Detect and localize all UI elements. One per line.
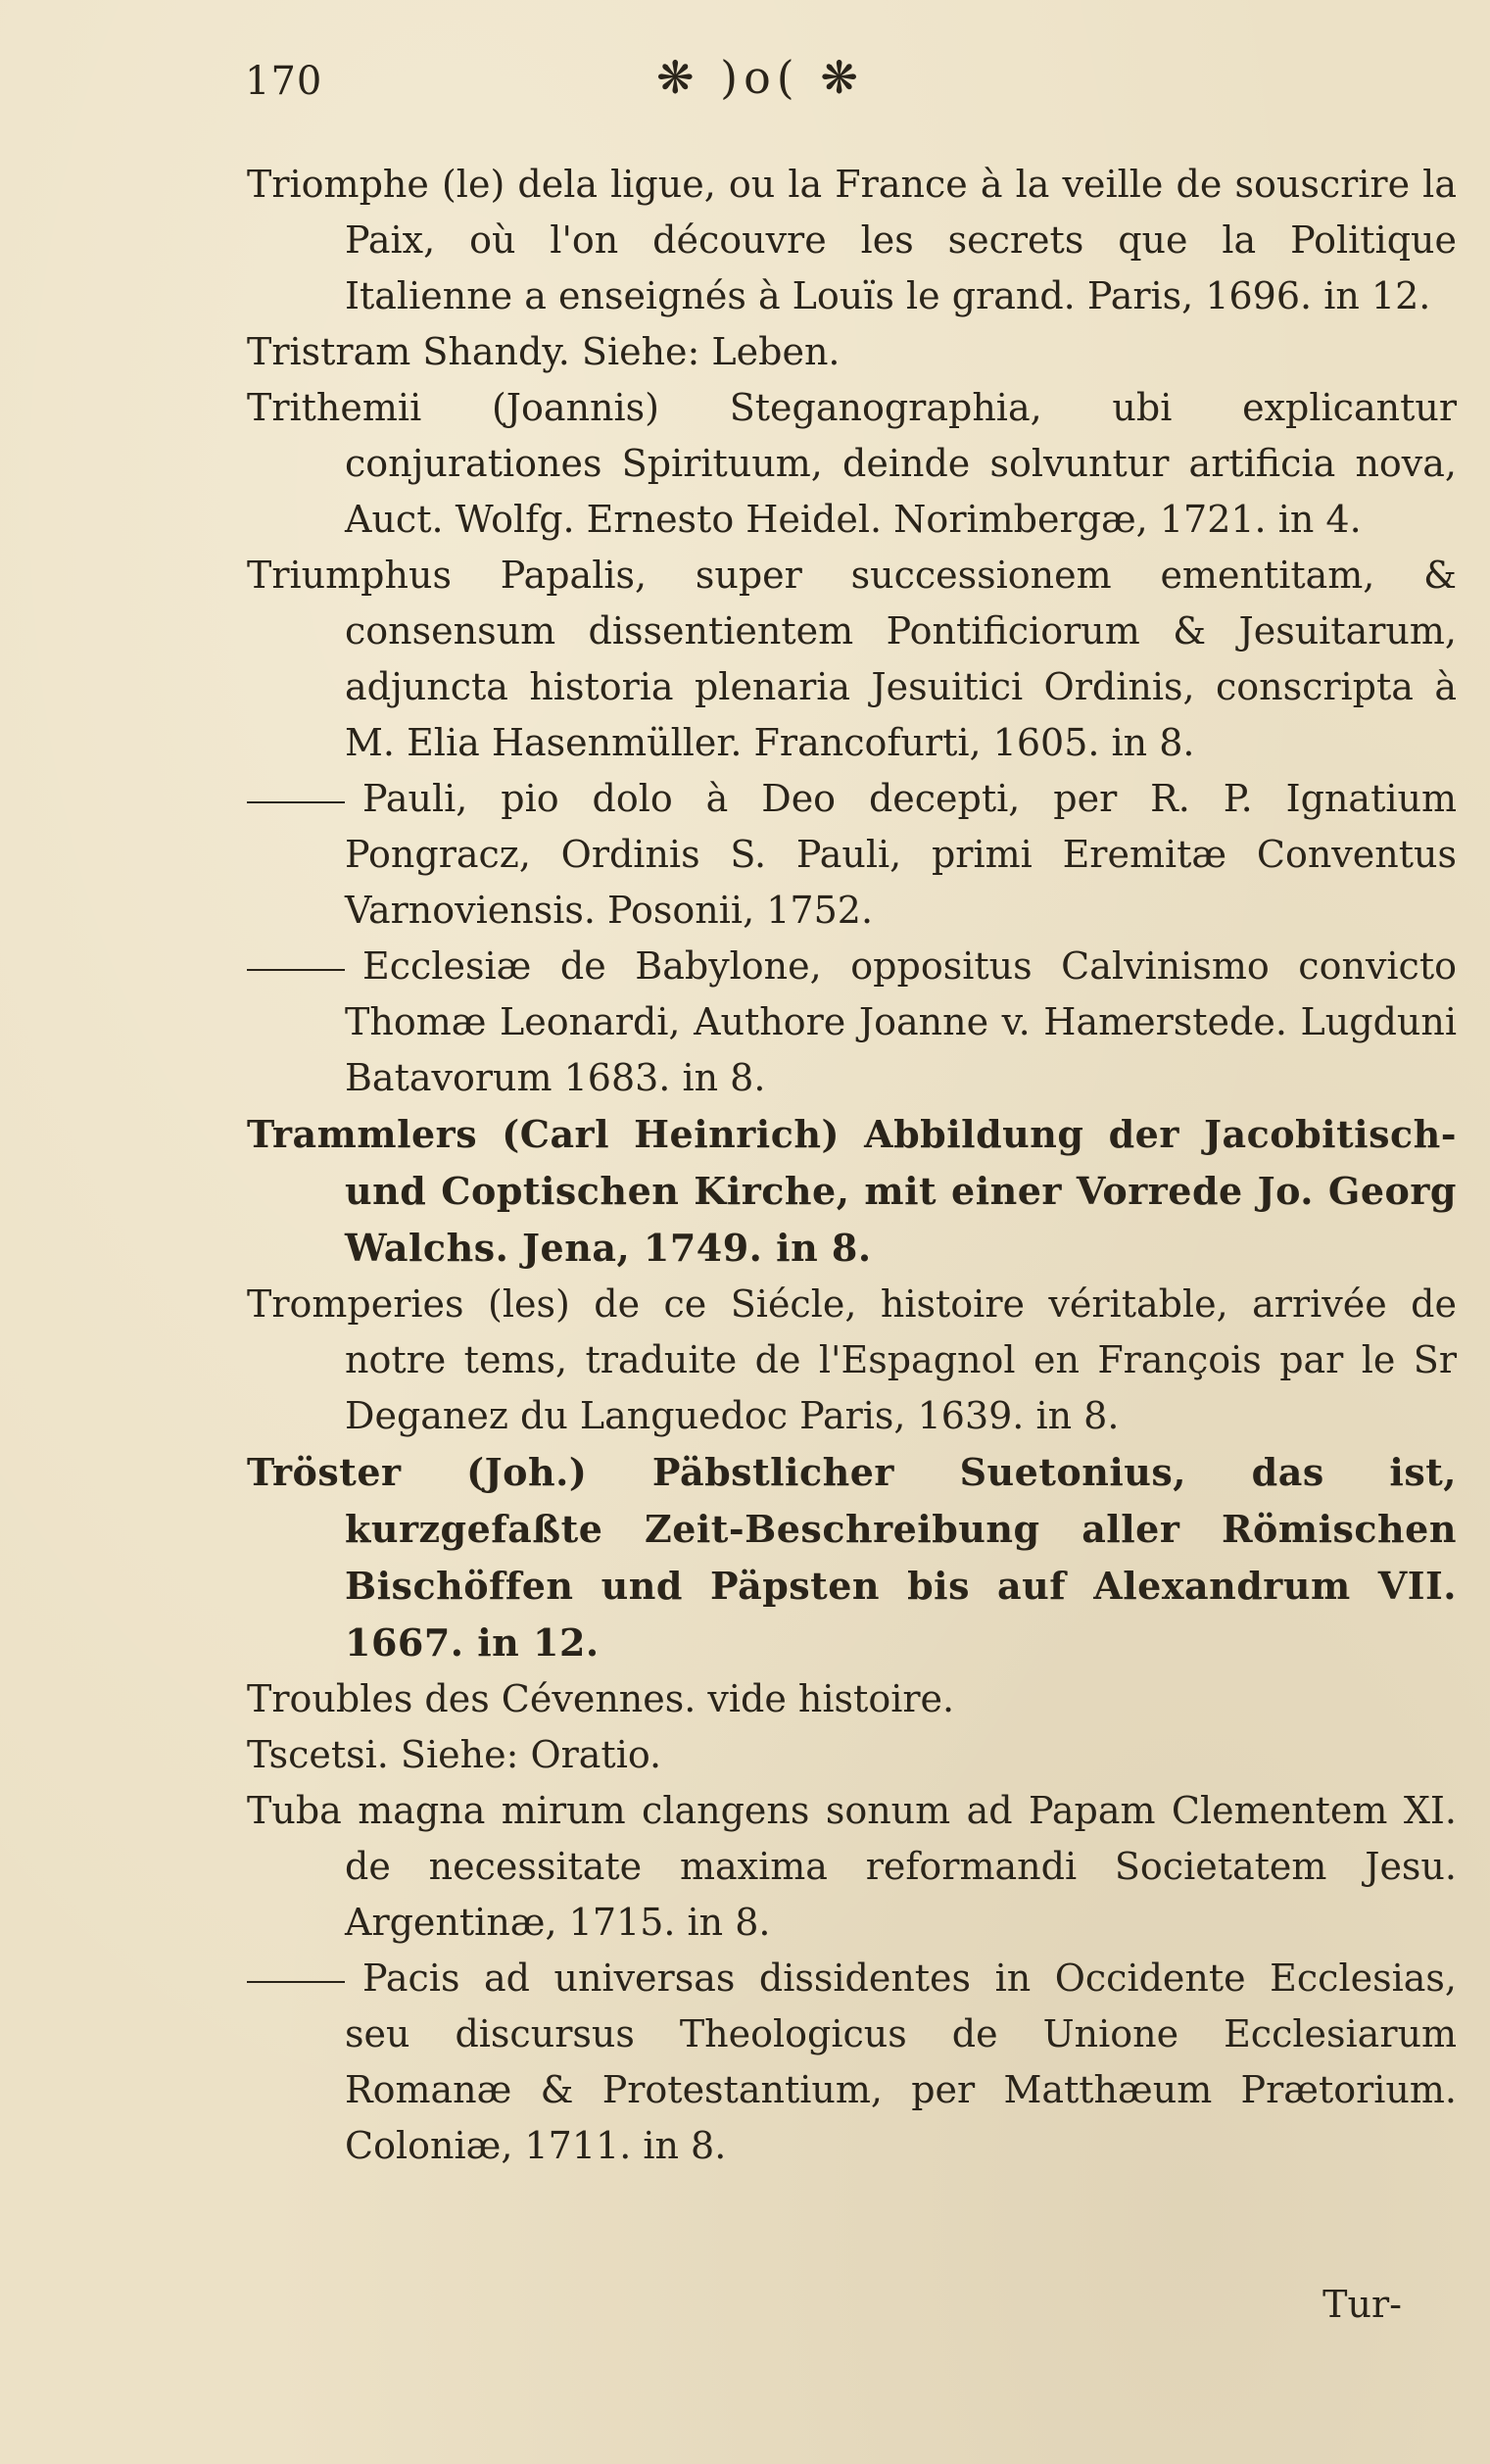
catalog-entry: [247, 324, 1457, 380]
entry-text: Pauli, pio dolo à Deo decepti, per R. P. Ignatium Pongracz, Ordinis S. Pauli, primi Eremitæ Conventus Varnoviensis. Posonii, 1752.: [345, 777, 1457, 932]
catalog-entry: [247, 1444, 1457, 1671]
entry-text: Trammlers (Carl Heinrich) Abbildung der Jacobitisch- und Coptischen Kirche, mit einer Vorrede Jo. Georg Walchs. Jena, 1749. in 8.: [247, 1112, 1457, 1270]
header-ornament: ❋ )o( ❋: [656, 51, 864, 104]
entry-text: Tromperies (les) de ce Siécle, histoire véritable, arrivée de notre tems, traduite de l'Espagnol en François par le Sr Deganez du Languedoc Paris, 1639. in 8.: [247, 1282, 1457, 1437]
catalog-entry: [247, 1783, 1457, 1951]
entry-text: Tristram Shandy. Siehe: Leben.: [247, 330, 841, 373]
catalog-subentry: [247, 939, 1457, 1106]
entry-text: Tscetsi. Siehe: Oratio.: [247, 1733, 662, 1776]
ditto-dash: [247, 969, 345, 971]
entry-text: Tuba magna mirum clangens sonum ad Papam Clementem XI. de necessitate maxima reformandi Societatem Jesu. Argentinæ, 1715. in 8.: [247, 1789, 1457, 1944]
ditto-dash: [247, 1981, 345, 1983]
ditto-dash: [247, 801, 345, 803]
entry-text: Pacis ad universas dissidentes in Occidente Ecclesias, seu discursus Theologicus de Unione Ecclesiarum Romanæ & Protestantium, per Matthæum Prætorium. Coloniæ, 1711. in 8.: [345, 1957, 1457, 2167]
catalog-entries: [247, 157, 1457, 2174]
catalog-subentry: [247, 771, 1457, 939]
catalog-entry: [247, 380, 1457, 548]
catalog-entry: [247, 1727, 1457, 1783]
page-number: 170: [245, 59, 323, 104]
catalog-entry: [247, 1277, 1457, 1444]
page-header: [245, 51, 1313, 120]
catalog-entry: [247, 1106, 1457, 1277]
entry-text: Troubles des Cévennes. vide histoire.: [247, 1677, 955, 1720]
entry-text: Trithemii (Joannis) Steganographia, ubi explicantur conjurationes Spirituum, deinde solvuntur artificia nova, Auct. Wolfg. Ernesto Heidel. Norimbergæ, 1721. in 4.: [247, 386, 1457, 541]
entry-text: Triumphus Papalis, super successionem ementitam, & consensum dissentientem Pontificiorum & Jesuitarum, adjuncta historia plenaria Jesuitici Ordinis, conscripta à M. Elia Hasenmüller. Francofurti, 1605. in 8.: [247, 554, 1457, 764]
entry-text: Triomphe (le) dela ligue, ou la France à la veille de souscrire la Paix, où l'on découvre les secrets que la Politique Italienne a enseignés à Louïs le grand. Paris, 1696. in 12.: [247, 163, 1457, 317]
catalog-entry: [247, 548, 1457, 771]
entry-text: Ecclesiæ de Babylone, oppositus Calvinismo convicto Thomæ Leonardi, Authore Joanne v. Hamerstede. Lugduni Batavorum 1683. in 8.: [345, 944, 1457, 1099]
catchword: Tur-: [1322, 2283, 1402, 2326]
catalog-entry: [247, 1671, 1457, 1727]
entry-text: Tröster (Joh.) Päbstlicher Suetonius, das ist, kurzgefaßte Zeit-Beschreibung aller Römischen Bischöffen und Päpsten bis auf Alexandrum VII. 1667. in 12.: [247, 1450, 1457, 1665]
catalog-entry: [247, 157, 1457, 324]
catalog-subentry: [247, 1951, 1457, 2174]
